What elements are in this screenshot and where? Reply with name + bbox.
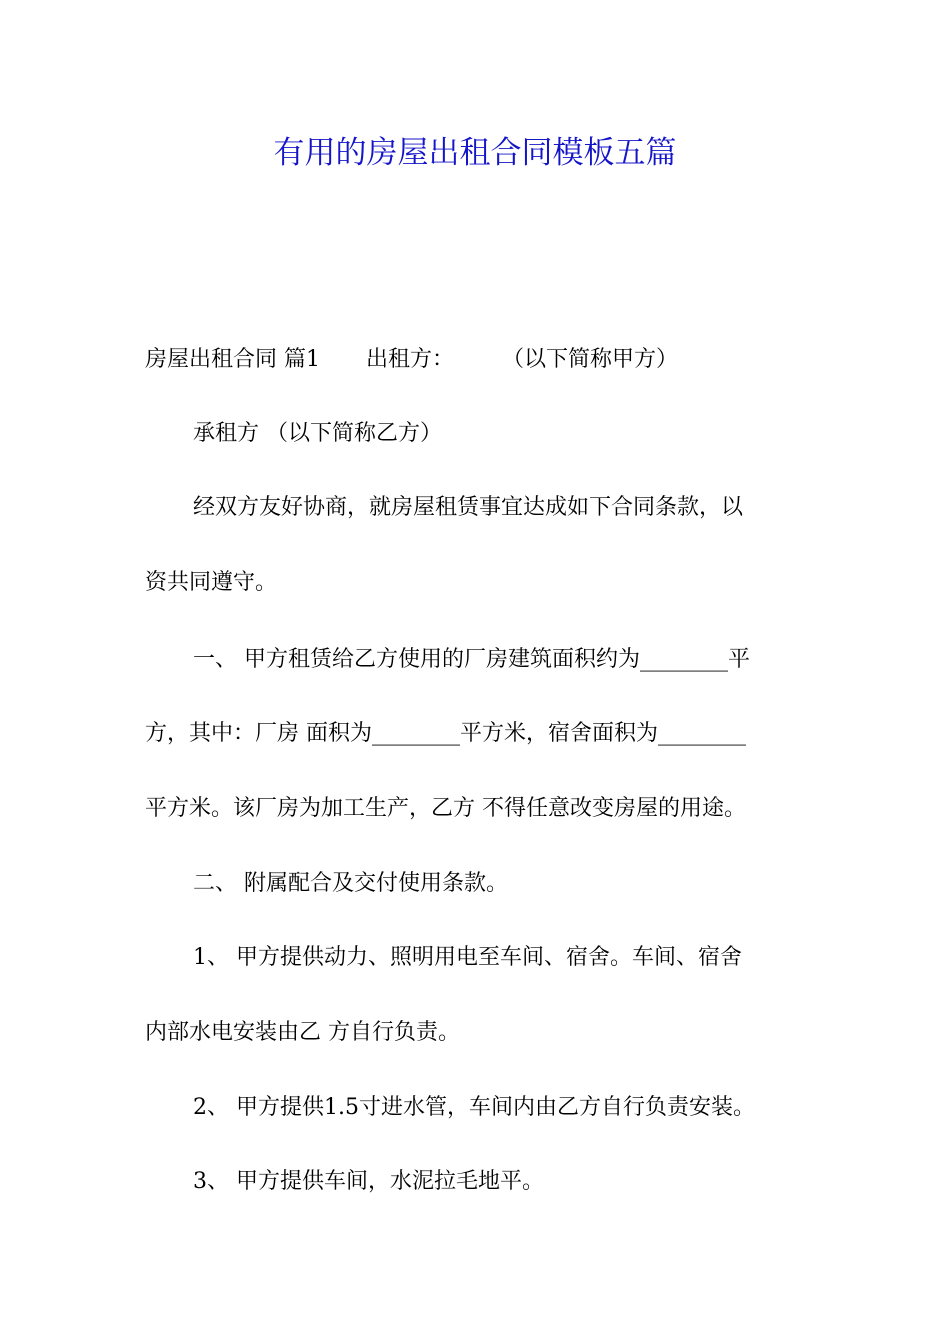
- text-line: 内部水电安装由乙 方自行负责。: [145, 1020, 460, 1045]
- lessor-note: （以下简称甲方）: [502, 347, 679, 372]
- text-line: 2、 甲方提供1.5寸进水管，车间内由乙方自行负责安装。: [193, 1095, 755, 1120]
- text-line: 1、 甲方提供动力、照明用电至车间、宿舍。车间、宿舍: [193, 945, 742, 970]
- lessor-label: 出租方：: [366, 347, 455, 372]
- text-line: 二、 附属配合及交付使用条款。: [193, 871, 508, 896]
- document-title: 有用的房屋出租合同模板五篇: [273, 135, 677, 171]
- text-line: 方，其中：厂房 面积为________平方米，宿舍面积为________: [145, 721, 746, 746]
- section-label: 房屋出租合同 篇1: [145, 347, 320, 372]
- contract-heading-line: [145, 340, 678, 380]
- text-line: 一、 甲方租赁给乙方使用的厂房建筑面积约为________平: [193, 647, 750, 672]
- text-line: 资共同遵守。: [145, 570, 278, 595]
- text-line: 平方米。该厂房为加工生产，乙方 不得任意改变房屋的用途。: [145, 796, 746, 821]
- text-line: 经双方友好协商，就房屋租赁事宜达成如下合同条款，以: [193, 495, 744, 520]
- text-line: 3、 甲方提供车间，水泥拉毛地平。: [193, 1169, 544, 1194]
- text-line: 承租方 （以下简称乙方）: [193, 421, 442, 446]
